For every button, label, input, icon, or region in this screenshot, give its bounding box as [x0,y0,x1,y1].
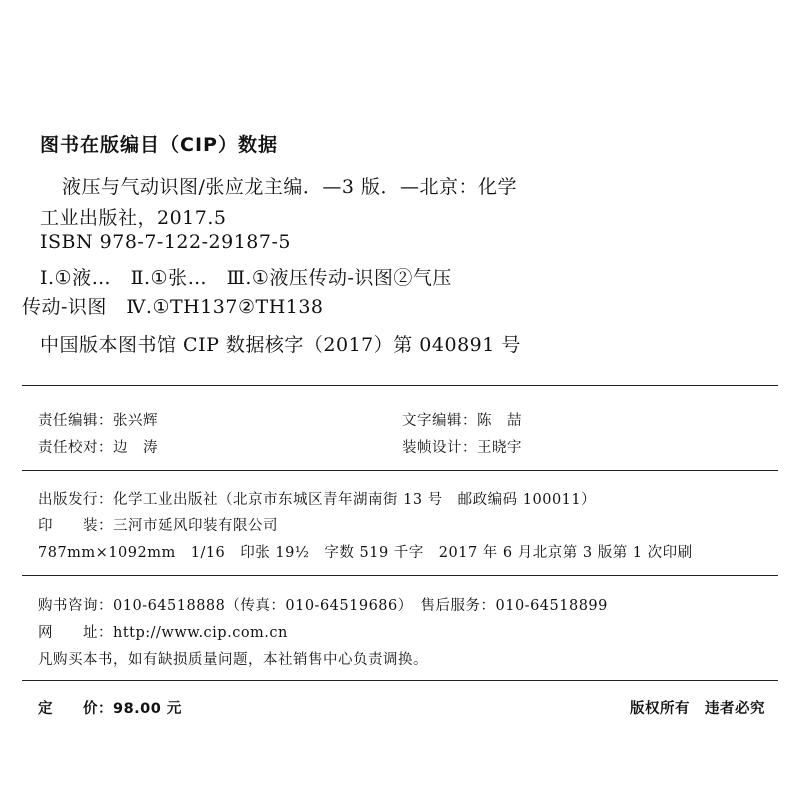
cover-designer: 装帧设计：王晓宇 [402,440,522,456]
website: 网 址：http://www.cip.com.cn [38,625,288,641]
cip-heading: 图书在版编目（CIP）数据 [40,134,278,156]
divider-4 [22,680,778,681]
cip-line-1: 液压与气动识图/张应龙主编．—3 版．—北京：化学 [62,176,518,198]
cip-line-5: 传动-识图 Ⅳ.①TH137②TH138 [22,296,324,318]
responsible-editor: 责任编辑：张兴辉 [38,413,158,429]
price [38,697,182,718]
price-label: 定 价： [38,701,113,717]
cip-record-number: 中国版本图书馆 CIP 数据核字（2017）第 040891 号 [40,334,521,356]
divider-1 [22,385,778,386]
divider-2 [22,470,778,471]
cip-line-2: 工业出版社，2017.5 [40,207,227,229]
text-editor: 文字编辑：陈 喆 [402,413,522,429]
printer: 印 装：三河市延风印装有限公司 [38,518,278,534]
publisher: 出版发行：化学工业出版社（北京市东城区青年湖南街 13 号 邮政编码 100011） [38,492,597,508]
cip-line-4: Ⅰ.①液… Ⅱ.①张… Ⅲ.①液压传动-识图②气压 [40,267,452,289]
print-specs: 787mm×1092mm 1/16 印张 19½ 字数 519 千字 2017 年 6 月北京第 3 版第 1 次印刷 [38,545,693,561]
cip-isbn: ISBN 978-7-122-29187-5 [40,231,291,253]
proofreader: 责任校对：边 涛 [38,440,158,456]
divider-3 [22,575,778,576]
rights-notice: 版权所有 违者必究 [630,701,765,717]
price-value: 98.00 元 [113,701,182,717]
purchase-consultation: 购书咨询：010-64518888（传真：010-64519686） 售后服务：010-64518899 [38,598,608,614]
quality-notice: 凡购买本书，如有缺损质量问题，本社销售中心负责调换。 [38,652,428,668]
